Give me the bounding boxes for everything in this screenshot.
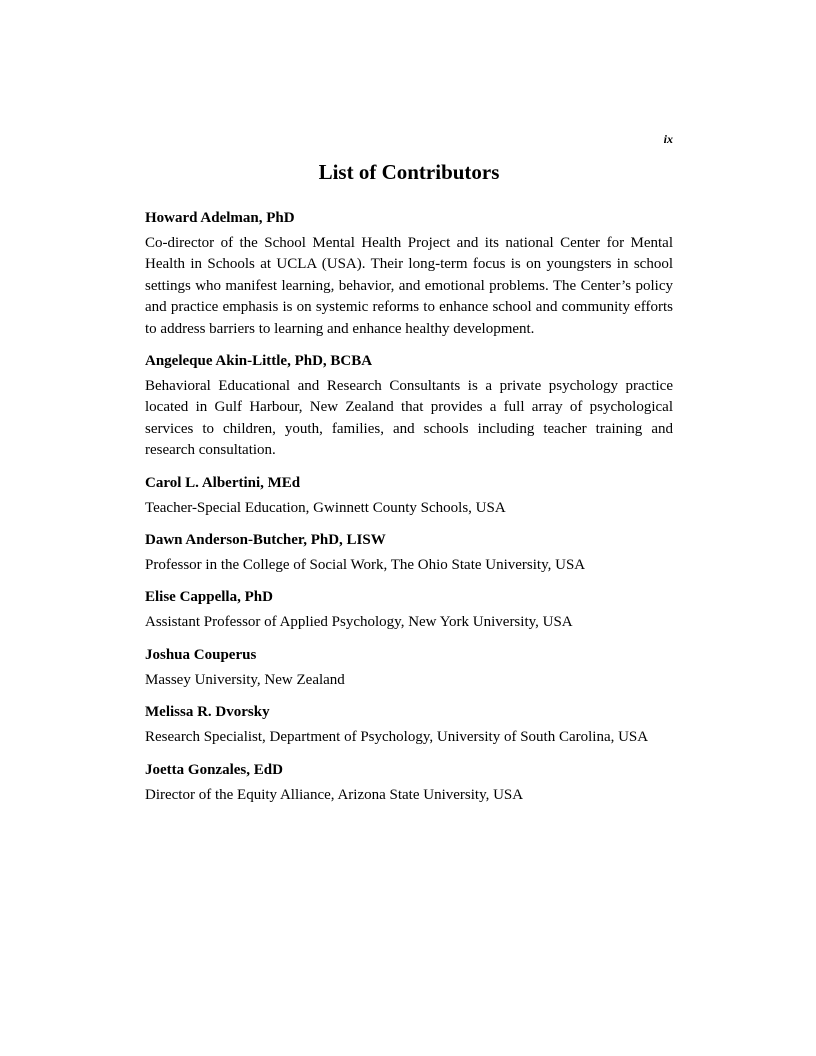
contributor-description: Assistant Professor of Applied Psychology, New York University, USA [145,614,573,631]
contributor-description: Behavioral Educational and Research Consultants is a private psychology practice located in Gulf Harbour, New Zealand that provides a full array of psychological services to children, youth, families, and schools including teacher training and research consultation. [145,378,673,459]
contributor-name: Angeleque Akin-Little, PhD, BCBA [145,353,373,370]
contributor-entry [145,350,673,462]
contributor-name: Joshua Couperus [145,646,257,663]
contributor-description: Director of the Equity Alliance, Arizona State University, USA [145,786,524,803]
contributor-description: Professor in the College of Social Work, The Ohio State University, USA [145,557,586,574]
contributor-description: Massey University, New Zealand [145,671,345,688]
contributor-name: Howard Adelman, PhD [145,210,295,226]
contributor-entry [145,207,673,340]
contributor-entry [145,701,673,748]
contributor-entry [145,644,673,691]
page-number: ix [663,132,673,146]
contributor-description: Research Specialist, Department of Psychology, University of South Carolina, USA [145,729,649,746]
contributor-entry [145,472,673,519]
contributor-name: Dawn Anderson-Butcher, PhD, LISW [145,532,386,549]
contributor-list [145,207,673,816]
contributor-entry [145,529,673,576]
contributor-name: Carol L. Albertini, MEd [145,474,301,491]
contributor-entry [145,586,673,633]
contributor-name: Joetta Gonzales, EdD [145,761,283,778]
contributor-description: Co-director of the School Mental Health Project and its national Center for Mental Health in Schools at UCLA (USA). Their long-term focus is on youngsters in school settings who manifest learning, behavior, and emotional problems. The Center’s policy and practice emphasis is on systemic reforms to enhance school and community efforts to address barriers to learning and enhance healthy development. [145,235,673,337]
contributor-name: Elise Cappella, PhD [145,589,273,606]
contributor-entry [145,759,673,806]
contributor-name: Melissa R. Dvorsky [145,704,270,721]
page-title: List of Contributors [318,160,500,184]
contributor-description: Teacher-Special Education, Gwinnett County Schools, USA [145,499,506,516]
